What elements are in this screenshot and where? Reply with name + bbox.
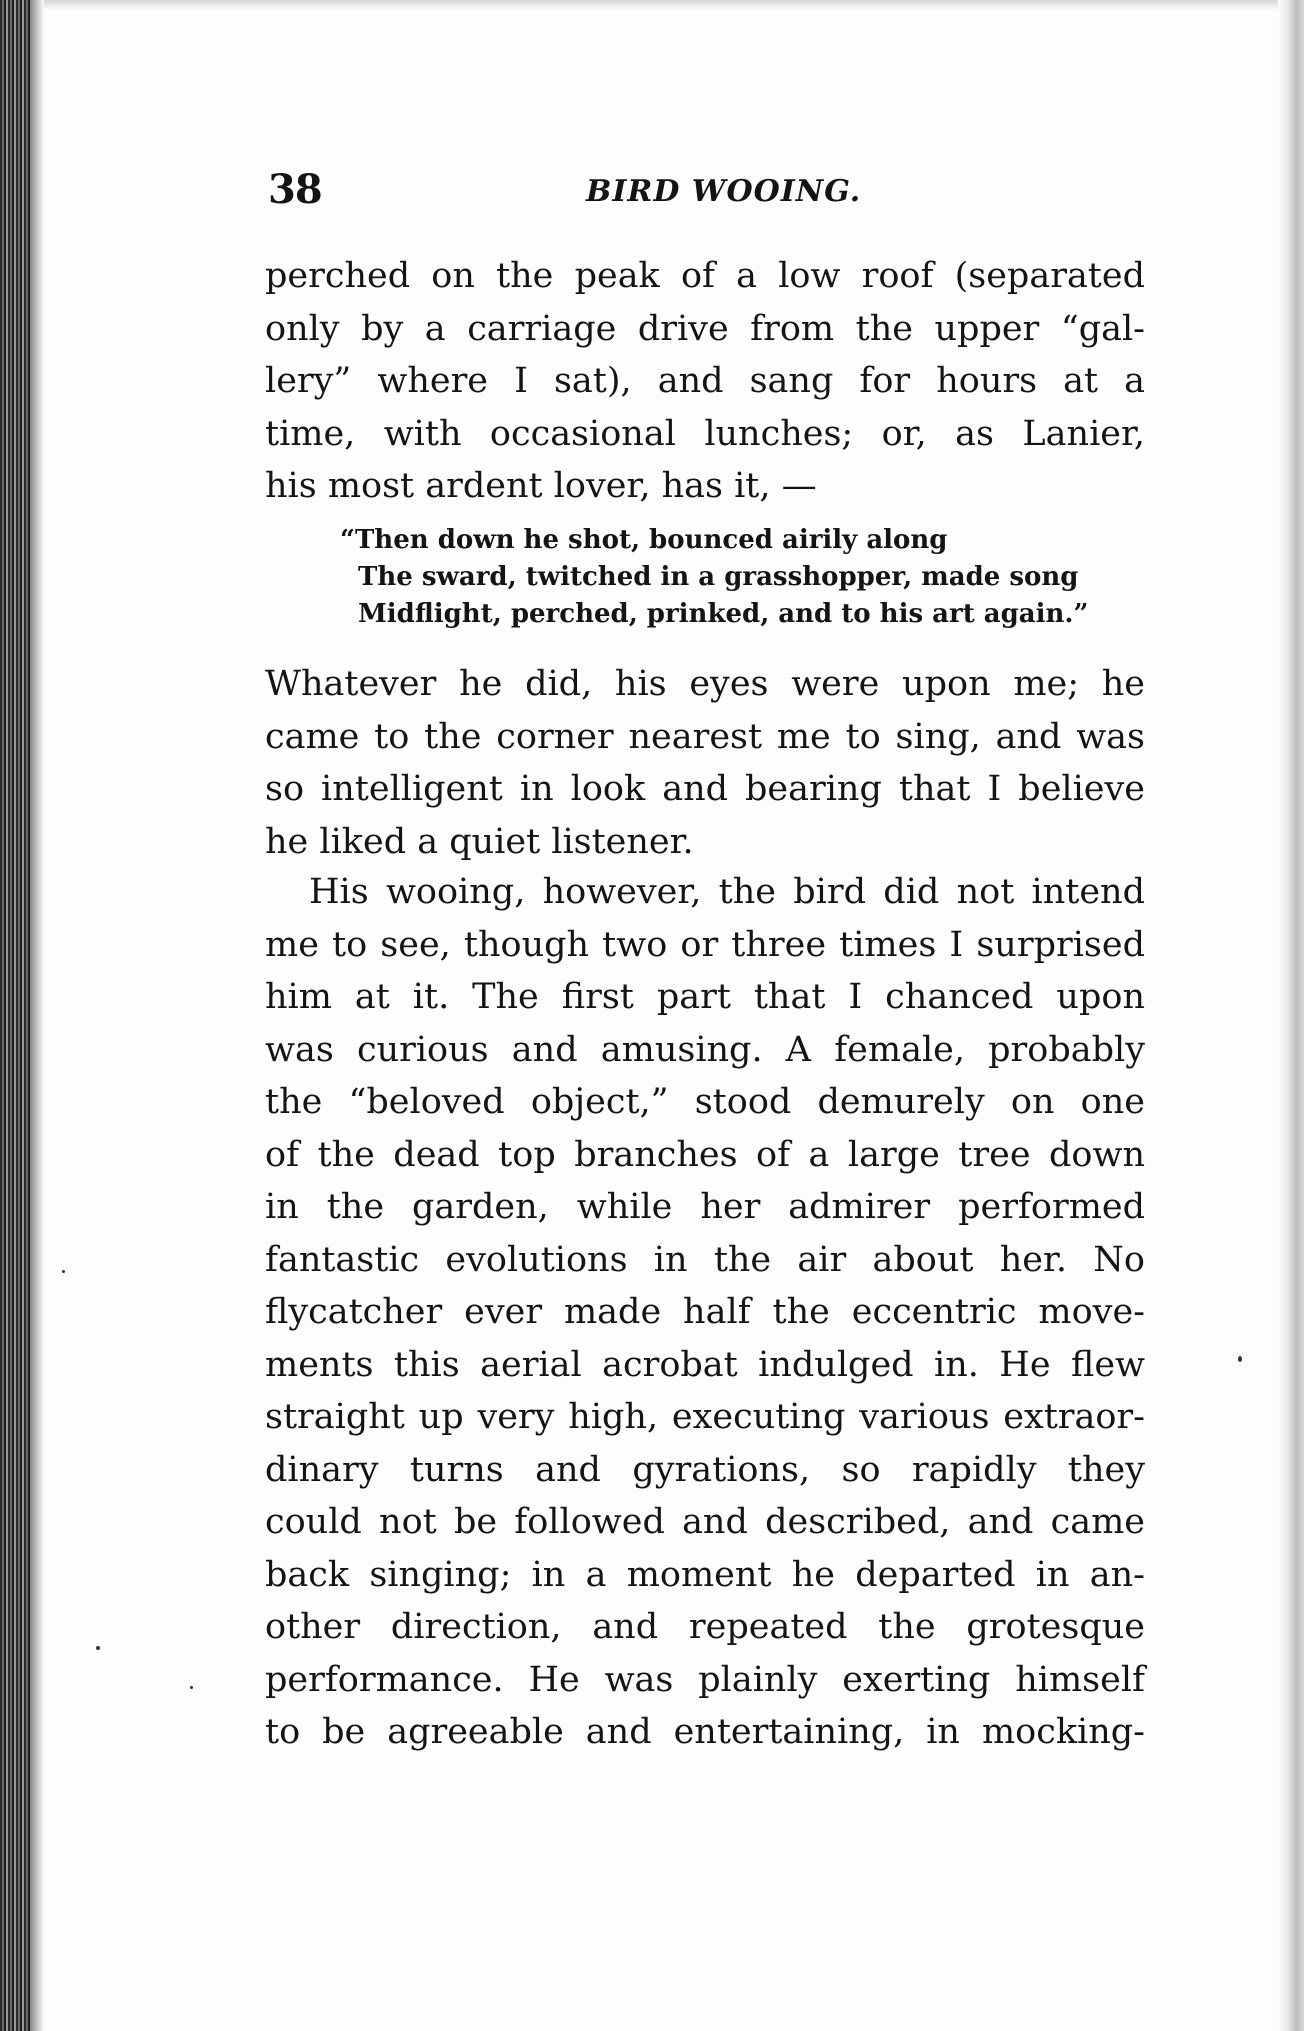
text-line: back singing; in a moment he departed in an- bbox=[265, 1554, 1145, 1595]
paragraph-1 bbox=[265, 250, 1145, 513]
page-number: 38 bbox=[268, 166, 322, 213]
top-edge-shadow bbox=[0, 0, 1304, 10]
text-line: only by a carriage drive from the upper “gal- bbox=[265, 308, 1145, 349]
verse-line: Midflight, perched, prinked, and to his art again.” bbox=[358, 599, 1089, 629]
text-line: him at it. The first part that I chanced upon bbox=[265, 977, 1145, 1017]
text-line: dinary turns and gyrations, so rapidly they bbox=[265, 1449, 1145, 1490]
text-line: came to the corner nearest me to sing, and was bbox=[265, 716, 1145, 757]
paragraph-3 bbox=[265, 866, 1145, 1759]
text-line: fantastic evolutions in the air about her. No bbox=[265, 1239, 1145, 1280]
right-page-edge bbox=[1278, 0, 1304, 2031]
text-line: so intelligent in look and bearing that I believe bbox=[265, 769, 1145, 809]
text-line: he liked a quiet listener. bbox=[265, 821, 694, 862]
paragraph-2 bbox=[265, 658, 1145, 868]
text-line: could not be followed and described, and came bbox=[265, 1502, 1145, 1542]
ink-speck bbox=[190, 1686, 193, 1689]
text-line: time, with occasional lunches; or, as Lanier, bbox=[265, 413, 1145, 454]
ink-speck bbox=[62, 1270, 65, 1273]
text-line: perched on the peak of a low roof (separated bbox=[265, 256, 1145, 296]
ink-speck bbox=[1238, 1356, 1242, 1362]
text-line: His wooing, however, the bird did not intend bbox=[309, 872, 1145, 912]
text-line: other direction, and repeated the grotesque bbox=[265, 1607, 1145, 1647]
text-line: to be agreeable and entertaining, in mocking- bbox=[265, 1712, 1145, 1752]
verse-line: The sward, twitched in a grasshopper, made song bbox=[358, 562, 1079, 592]
text-line: ments this aerial acrobat indulged in. He flew bbox=[265, 1344, 1145, 1385]
text-line: straight up very high, executing various extraor- bbox=[265, 1397, 1145, 1437]
text-line: Whatever he did, his eyes were upon me; he bbox=[265, 664, 1145, 704]
book-binding-edge bbox=[0, 0, 30, 2031]
ink-speck bbox=[96, 1646, 100, 1650]
text-line: flycatcher ever made half the eccentric move- bbox=[265, 1292, 1145, 1332]
verse-quotation bbox=[340, 522, 1100, 633]
text-line: in the garden, while her admirer performed bbox=[265, 1187, 1145, 1227]
text-line: me to see, though two or three times I surprised bbox=[265, 924, 1145, 965]
text-line: his most ardent lover, has it, — bbox=[265, 466, 817, 506]
text-line: lery” where I sat), and sang for hours at a bbox=[265, 361, 1145, 401]
verse-line: “Then down he shot, bounced airily along bbox=[340, 525, 948, 555]
binding-shadow bbox=[30, 0, 44, 2031]
text-line: of the dead top branches of a large tree down bbox=[265, 1134, 1145, 1175]
text-line: was curious and amusing. A female, probably bbox=[265, 1029, 1145, 1070]
text-line: performance. He was plainly exerting himself bbox=[265, 1659, 1145, 1700]
page-header bbox=[268, 166, 1128, 216]
text-line: the “beloved object,” stood demurely on one bbox=[265, 1082, 1145, 1122]
running-title: BIRD WOOING. bbox=[586, 174, 862, 209]
